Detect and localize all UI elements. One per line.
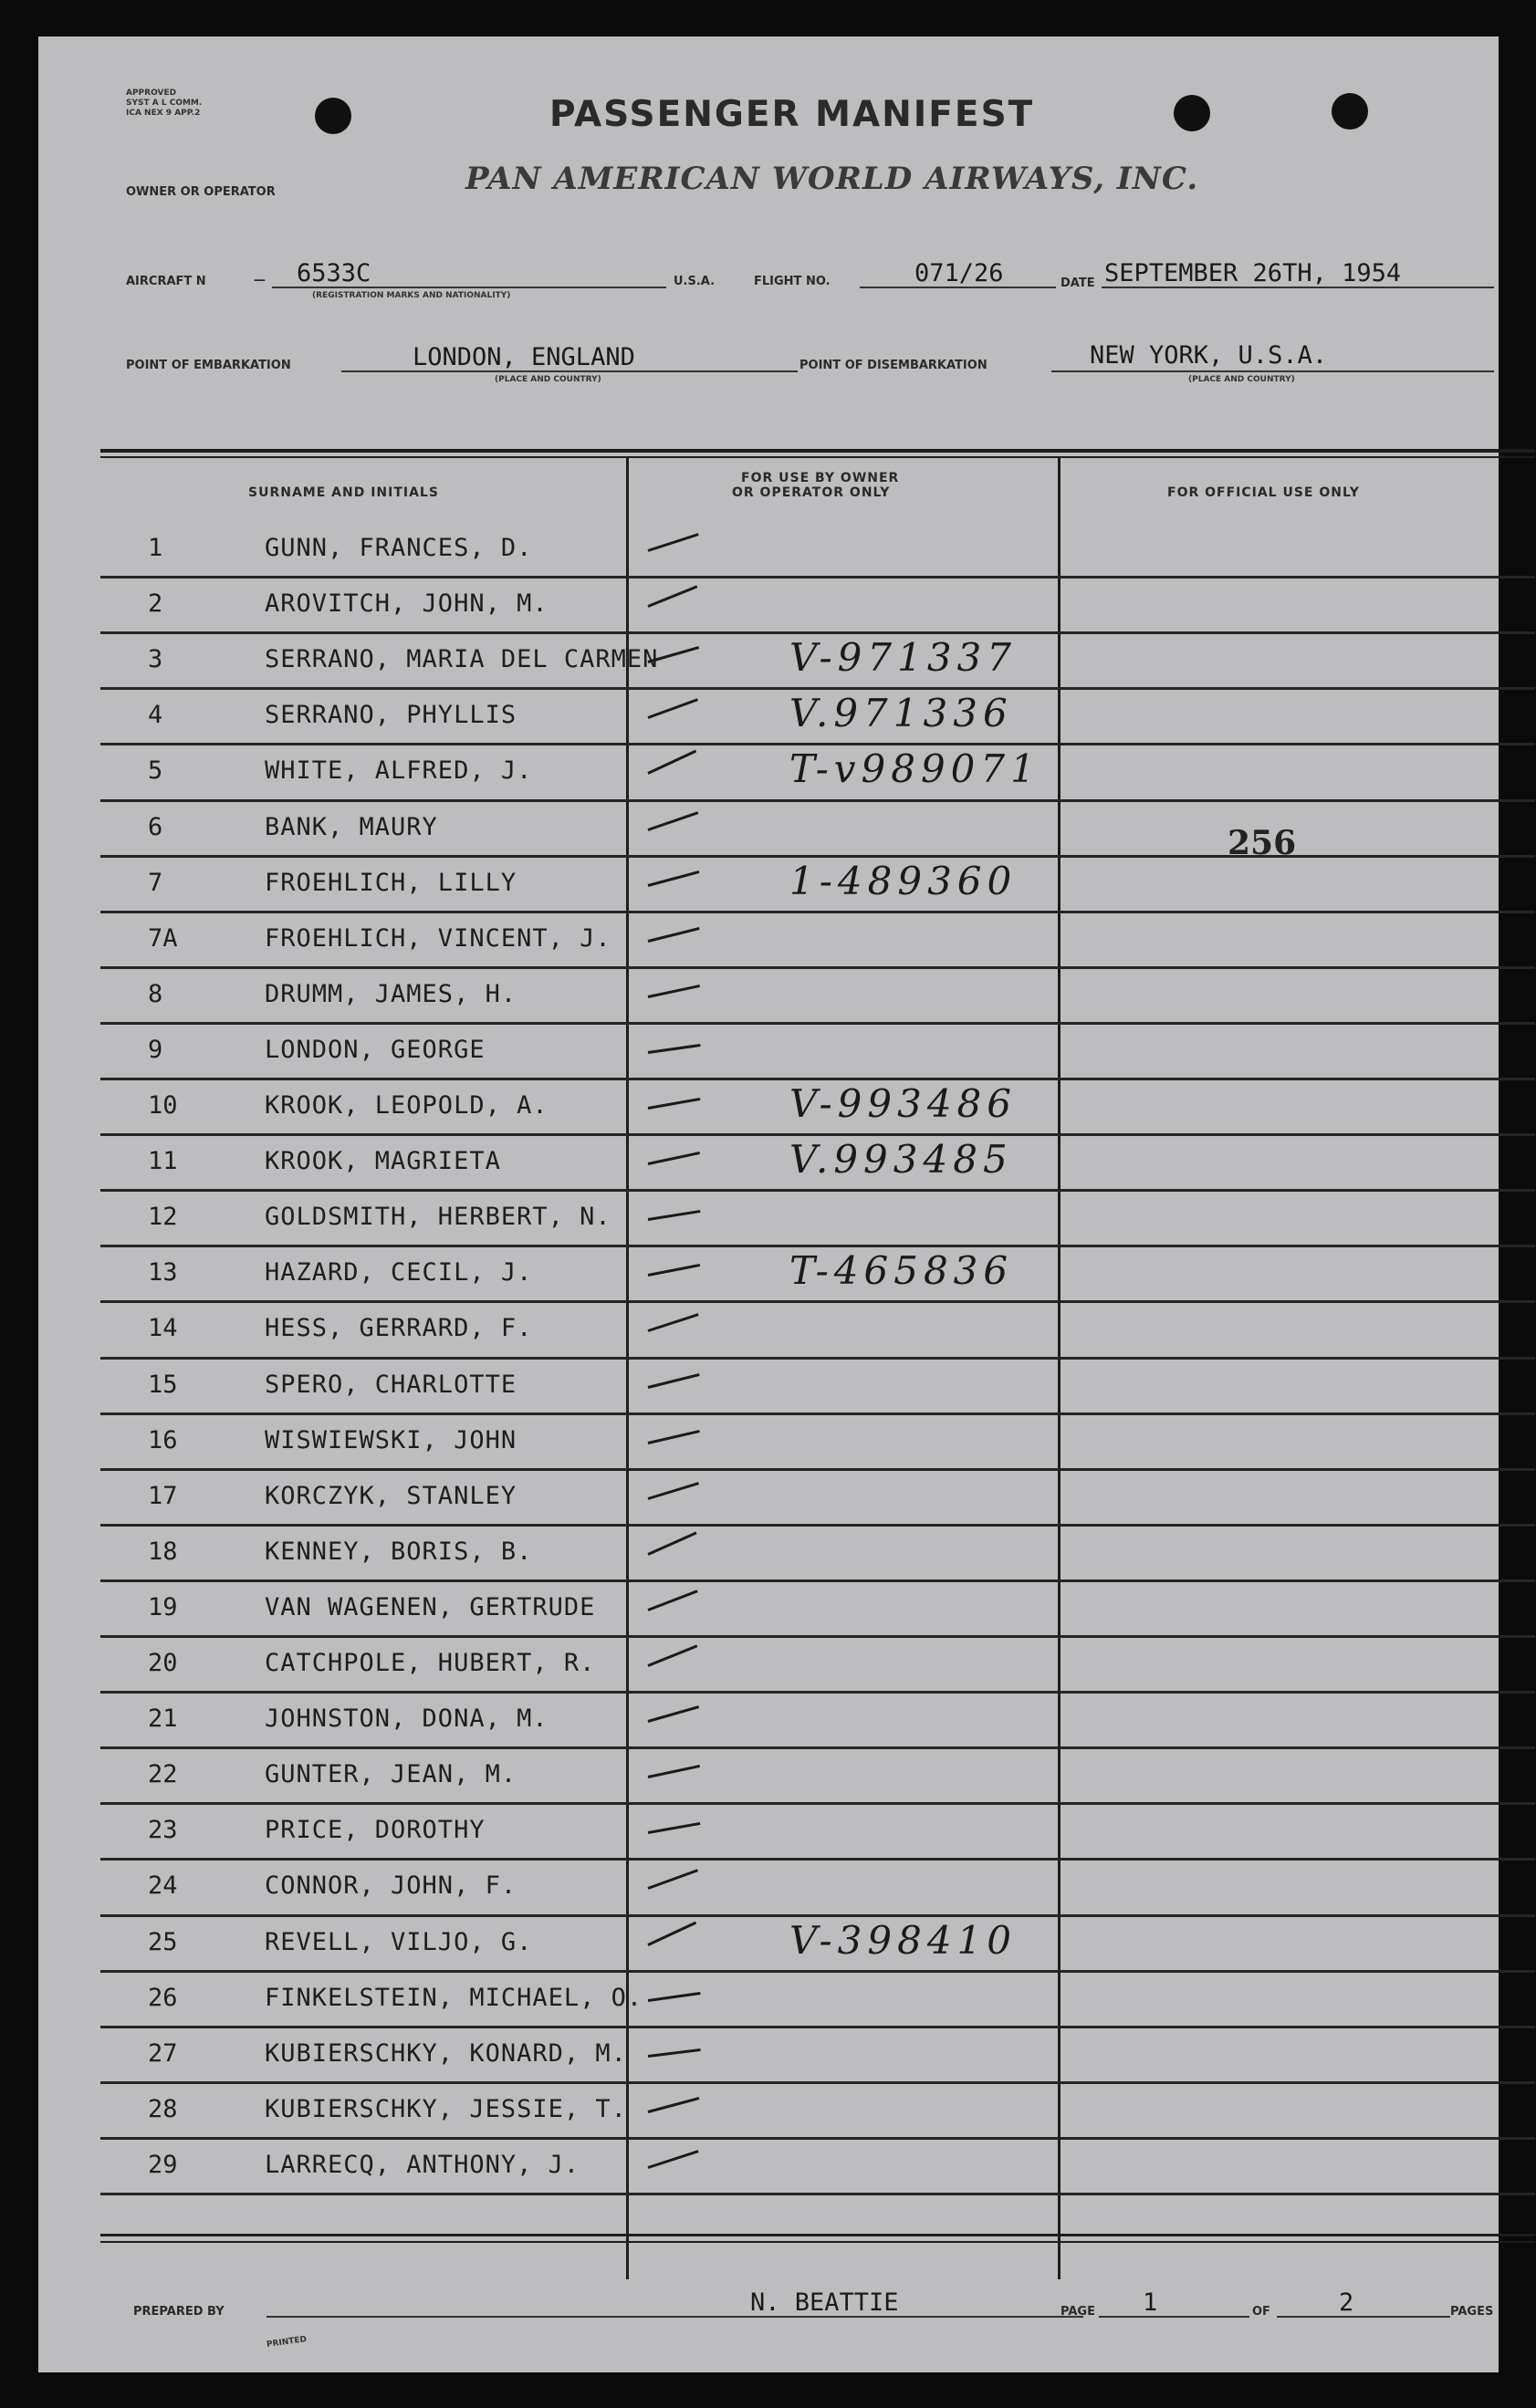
nationality: U.S.A.: [674, 275, 716, 288]
check-mark: [648, 2097, 700, 2113]
embarkation-label: POINT OF EMBARKATION: [126, 359, 291, 372]
passenger-name: REVELL, VILJO, G.: [265, 1927, 533, 1956]
passenger-name: SERRANO, PHYLLIS: [265, 701, 517, 730]
table-row: [100, 1804, 1535, 1860]
airline-name: PAN AMERICAN WORLD AIRWAYS, INC.: [465, 161, 1199, 197]
table-row: [100, 912, 1535, 968]
passenger-number: 13: [148, 1258, 178, 1287]
passenger-name: LONDON, GEORGE: [265, 1035, 486, 1064]
table-row: [100, 2139, 1535, 2194]
passenger-number: 16: [148, 1425, 178, 1454]
table-row: [100, 1693, 1535, 1748]
approval-stamp-line-1: APPROVED: [126, 89, 177, 98]
passenger-number: 4: [148, 701, 163, 730]
passenger-name: SPERO, CHARLOTTE: [265, 1370, 517, 1399]
passenger-number: 7: [148, 868, 163, 897]
table-row: [100, 968, 1535, 1024]
check-mark: [647, 1921, 696, 1945]
table-row: [100, 857, 1535, 912]
passenger-name: DRUMM, JAMES, H.: [265, 979, 517, 1008]
check-mark: [648, 1098, 701, 1110]
passenger-name: LARRECQ, ANTHONY, J.: [265, 2150, 580, 2179]
passenger-number: 27: [148, 2038, 178, 2068]
ticket-number: T-465836: [789, 1248, 1014, 1294]
check-mark: [648, 1705, 700, 1723]
approval-stamp-line-2: SYST A L COMM.: [126, 99, 203, 108]
table-top-rule-2: [100, 456, 1535, 458]
pages-label: PAGES: [1450, 2305, 1494, 2319]
column-header-owner-line-2: OR OPERATOR ONLY: [732, 485, 891, 500]
passenger-number: 21: [148, 1704, 178, 1734]
table-row: [100, 2028, 1535, 2083]
table-row: [100, 522, 1535, 578]
check-mark: [648, 2048, 701, 2058]
check-mark: [648, 2150, 699, 2169]
disembarkation-label: POINT OF DISEMBARKATION: [799, 359, 987, 372]
passenger-number: 7A: [148, 923, 178, 953]
table-row: [100, 1916, 1535, 1972]
passenger-name: GUNN, FRANCES, D.: [265, 534, 533, 562]
check-mark: [648, 1482, 699, 1500]
passenger-name: KUBIERSCHKY, JESSIE, T.: [265, 2094, 627, 2123]
table-row: [100, 1135, 1535, 1191]
passenger-number: 17: [148, 1481, 178, 1510]
ticket-number: V.993485: [789, 1137, 1013, 1183]
check-mark: [647, 750, 696, 775]
check-mark: [648, 533, 699, 552]
check-mark: [648, 1044, 701, 1054]
passenger-name: KROOK, LEOPOLD, A.: [265, 1091, 549, 1120]
page-underline: [1099, 2316, 1249, 2318]
page-label: PAGE: [1061, 2305, 1095, 2319]
passenger-number: 25: [148, 1927, 178, 1956]
page-number: 1: [1143, 2288, 1158, 2317]
passenger-name: CONNOR, JOHN, F.: [265, 1871, 517, 1901]
disembarkation-point: NEW YORK, U.S.A.: [1090, 341, 1328, 370]
passenger-number: 9: [148, 1035, 163, 1064]
check-mark: [648, 1152, 700, 1165]
passenger-name: KUBIERSCHKY, KONARD, M.: [265, 2038, 627, 2068]
check-mark: [648, 1210, 701, 1221]
column-header-owner-line-1: FOR USE BY OWNER: [741, 471, 900, 485]
table-row: [100, 1414, 1535, 1470]
table-row: [100, 2083, 1535, 2139]
passenger-number: 28: [148, 2094, 178, 2123]
passenger-name: GUNTER, JEAN, M.: [265, 1760, 517, 1789]
passenger-number: 18: [148, 1537, 178, 1566]
table-row: [100, 578, 1535, 633]
check-mark: [647, 1644, 697, 1667]
table-bottom-rule: [100, 2234, 1535, 2236]
check-mark: [647, 1870, 698, 1891]
aircraft-dash: —: [254, 274, 266, 287]
table-row: [100, 801, 1535, 857]
passenger-name: VAN WAGENEN, GERTRUDE: [265, 1592, 596, 1621]
passenger-name: HESS, GERRARD, F.: [265, 1314, 533, 1343]
check-mark: [648, 1264, 701, 1277]
passenger-number: 10: [148, 1091, 178, 1120]
column-header-official: FOR OFFICIAL USE ONLY: [1167, 485, 1360, 500]
table-bottom-rule-2: [100, 2241, 1535, 2243]
table-row: [100, 745, 1535, 800]
table-row: [100, 689, 1535, 745]
check-mark: [648, 1992, 701, 2002]
passenger-number: 2: [148, 589, 163, 619]
table-row: [100, 1470, 1535, 1526]
page-title: PASSENGER MANIFEST: [549, 94, 1035, 135]
passenger-name: WISWIEWSKI, JOHN: [265, 1425, 517, 1454]
ticket-number: 1-489360: [789, 858, 1018, 903]
passenger-number: 23: [148, 1816, 178, 1845]
check-mark: [647, 585, 697, 608]
flight-date: SEPTEMBER 26TH, 1954: [1104, 259, 1402, 287]
total-pages: 2: [1339, 2288, 1354, 2317]
passenger-number: 3: [148, 645, 163, 674]
passenger-number: 11: [148, 1147, 178, 1176]
table-row: [100, 1359, 1535, 1414]
date-label: DATE: [1061, 276, 1095, 290]
passenger-number: 19: [148, 1592, 178, 1621]
table-row: [100, 1972, 1535, 2028]
passenger-name: FROEHLICH, VINCENT, J.: [265, 923, 611, 953]
check-mark: [647, 1531, 696, 1555]
punch-hole-right-1: [1174, 95, 1210, 131]
flight-number: 071/26: [914, 259, 1004, 287]
check-mark: [648, 1373, 700, 1389]
check-mark: [647, 699, 698, 720]
table-row: [100, 1581, 1535, 1637]
manifest-sheet: [38, 36, 1499, 2372]
passenger-name: KROOK, MAGRIETA: [265, 1147, 501, 1176]
passenger-name: CATCHPOLE, HUBERT, R.: [265, 1649, 596, 1677]
table-row: [100, 1191, 1535, 1246]
passenger-name: JOHNSTON, DONA, M.: [265, 1704, 549, 1734]
table-row: [100, 1079, 1535, 1135]
prepared-by-label: PREPARED BY: [133, 2305, 225, 2319]
approval-stamp-line-3: ICA NEX 9 APP.2: [126, 109, 201, 118]
ticket-number: V-971337: [789, 635, 1017, 681]
prepared-by-underline: [266, 2316, 1083, 2318]
disembarkation-underline: [1051, 370, 1494, 372]
passenger-name: GOLDSMITH, HERBERT, N.: [265, 1203, 611, 1232]
check-mark: [648, 1430, 700, 1444]
passenger-number: 26: [148, 1983, 178, 2012]
passenger-name: KENNEY, BORIS, B.: [265, 1537, 533, 1566]
table-top-rule: [100, 449, 1535, 453]
passenger-number: 29: [148, 2150, 178, 2179]
column-header-surname: SURNAME AND INITIALS: [248, 485, 439, 500]
table-row: [100, 1024, 1535, 1079]
passenger-name: HAZARD, CECIL, J.: [265, 1258, 533, 1287]
row-rule: [100, 2193, 1535, 2195]
printed-mark: PRINTED: [266, 2334, 308, 2351]
table-row: [100, 1637, 1535, 1693]
passenger-number: 20: [148, 1649, 178, 1677]
passenger-name: SERRANO, MARIA DEL CARMEN: [265, 645, 659, 674]
embarkation-point: LONDON, ENGLAND: [413, 343, 635, 371]
passenger-name: AROVITCH, JOHN, M.: [265, 589, 549, 619]
check-mark: [648, 985, 700, 998]
prepared-by-name: N. BEATTIE: [750, 2288, 899, 2317]
aircraft-number: 6533C: [297, 259, 371, 287]
punch-hole-left: [315, 98, 351, 134]
passenger-number: 24: [148, 1871, 178, 1901]
check-mark: [648, 811, 699, 831]
table-row: [100, 633, 1535, 689]
passenger-number: 8: [148, 979, 163, 1008]
passenger-number: 22: [148, 1760, 178, 1789]
of-underline: [1277, 2316, 1450, 2318]
table-row: [100, 1526, 1535, 1581]
check-mark: [648, 1822, 701, 1834]
table-row: [100, 1860, 1535, 1915]
passenger-number: 12: [148, 1203, 178, 1232]
ticket-number: V-398410: [789, 1917, 1017, 1963]
passenger-number: 5: [148, 756, 163, 786]
passenger-name: KORCZYK, STANLEY: [265, 1481, 517, 1510]
table-row: [100, 1748, 1535, 1804]
ticket-number: V-993486: [789, 1081, 1017, 1126]
registration-caption: (REGISTRATION MARKS AND NATIONALITY): [312, 291, 511, 300]
check-mark: [648, 870, 700, 887]
passenger-number: 14: [148, 1314, 178, 1343]
passenger-name: PRICE, DOROTHY: [265, 1816, 486, 1845]
passenger-name: BANK, MAURY: [265, 812, 438, 841]
check-mark: [648, 1314, 699, 1333]
disembarkation-caption: (PLACE AND COUNTRY): [1188, 375, 1295, 384]
owner-label: OWNER OR OPERATOR: [126, 185, 276, 199]
passenger-name: FROEHLICH, LILLY: [265, 868, 517, 897]
check-mark: [648, 927, 700, 943]
passenger-number: 6: [148, 812, 163, 841]
punch-hole-right-2: [1332, 93, 1368, 130]
passenger-number: 1: [148, 534, 163, 562]
ticket-number: T-v989071: [789, 746, 1040, 792]
check-mark: [648, 1765, 700, 1778]
ticket-number: V.971336: [789, 691, 1013, 736]
flight-label: FLIGHT NO.: [754, 275, 831, 288]
aircraft-label: AIRCRAFT N: [126, 275, 206, 288]
embarkation-caption: (PLACE AND COUNTRY): [495, 375, 601, 384]
official-note: 256: [1228, 824, 1297, 862]
table-row: [100, 1246, 1535, 1302]
check-mark: [647, 1590, 697, 1611]
of-label: OF: [1252, 2305, 1270, 2319]
passenger-number: 15: [148, 1370, 178, 1399]
passenger-name: FINKELSTEIN, MICHAEL, O.: [265, 1983, 643, 2012]
table-row: [100, 1302, 1535, 1358]
passenger-name: WHITE, ALFRED, J.: [265, 756, 533, 786]
